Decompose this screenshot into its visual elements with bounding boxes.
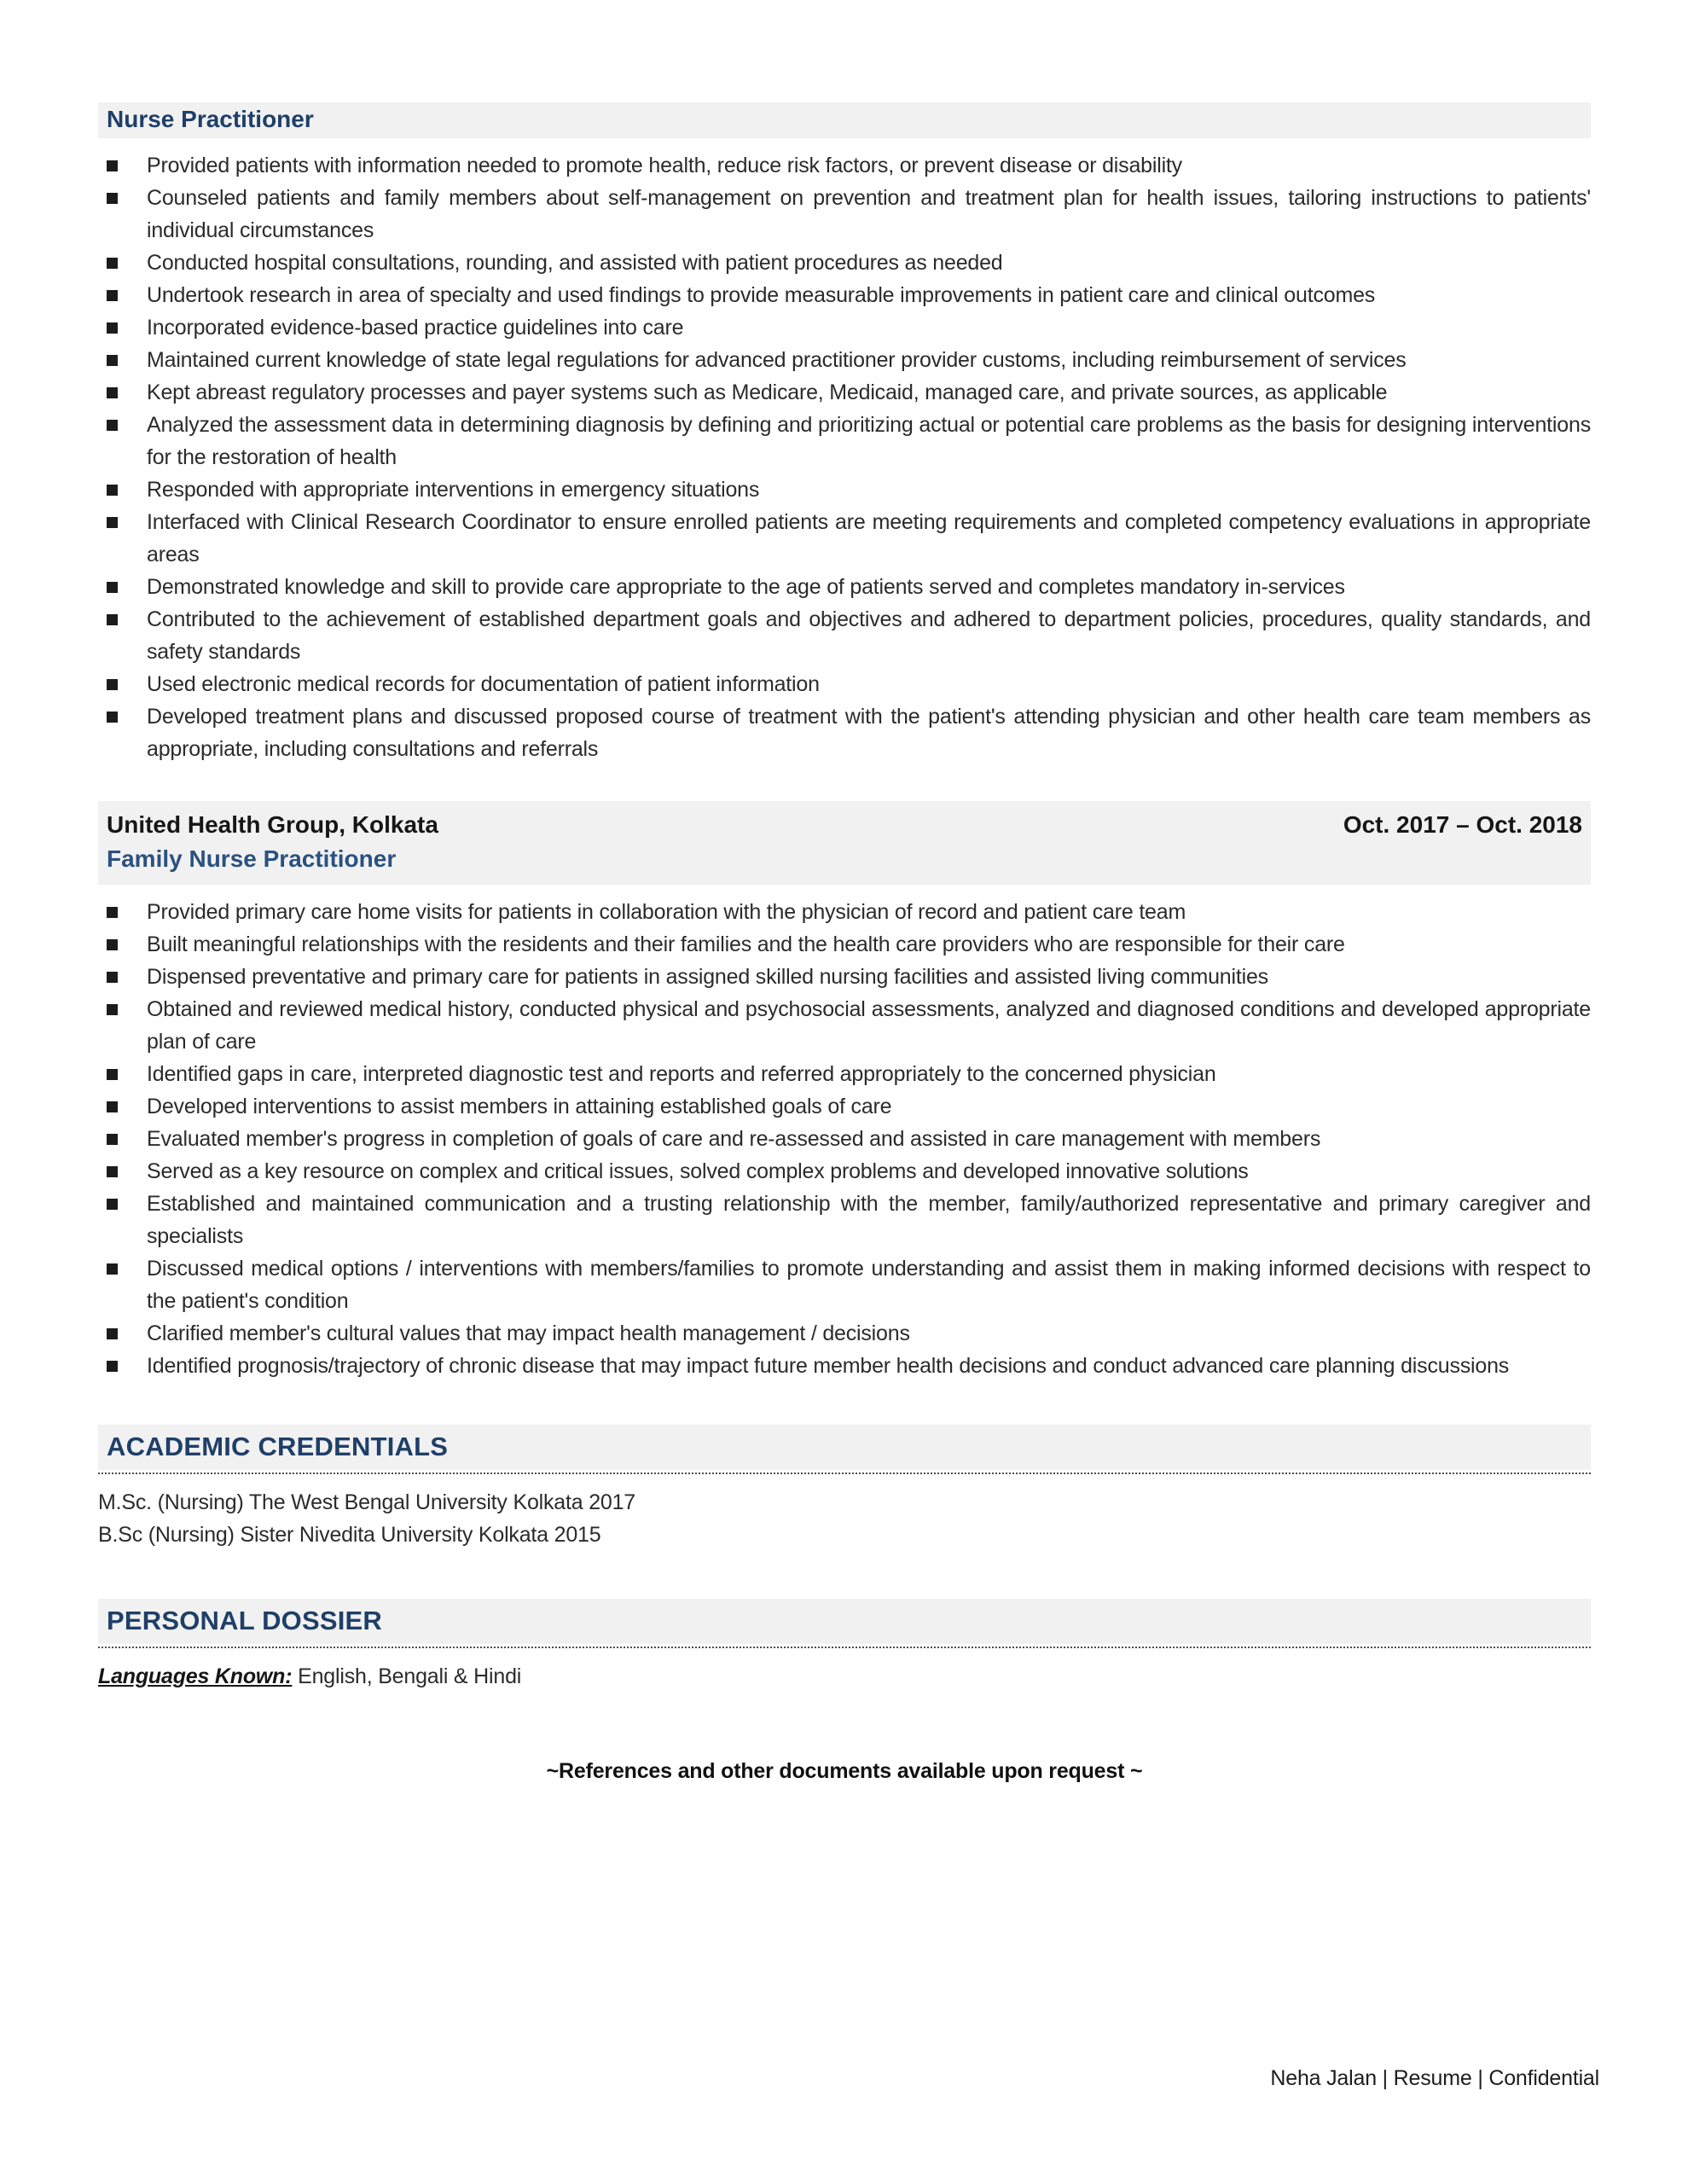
bullet-text: Used electronic medical records for documentation of patient information [147, 672, 820, 696]
role2-header-band [98, 801, 1591, 885]
square-bullet-icon [107, 1004, 118, 1015]
list-item [98, 376, 1591, 409]
list-item [98, 506, 1591, 571]
square-bullet-icon [107, 1134, 118, 1145]
list-item [98, 247, 1591, 279]
list-item [98, 961, 1591, 993]
square-bullet-icon [107, 972, 118, 983]
list-item [98, 896, 1591, 928]
square-bullet-icon [107, 1361, 118, 1372]
bullet-text: Dispensed preventative and primary care for patients in assigned skilled nursing facilities and assisted living communities [147, 965, 1268, 989]
list-item [98, 1317, 1591, 1350]
bullet-text: Built meaningful relationships with the residents and their families and the health care providers who are responsible for their care [147, 932, 1345, 956]
list-item [98, 344, 1591, 376]
bullet-text: Provided primary care home visits for patients in collaboration with the physician of record and patient care team [147, 900, 1186, 924]
bullet-text: Identified prognosis/trajectory of chronic disease that may impact future member health decisions and conduct advanced care planning discussions [147, 1354, 1510, 1378]
bullet-text: Obtained and reviewed medical history, conducted physical and psychosocial assessments, analyzed and diagnosed conditions and developed appropriate plan of care [147, 997, 1591, 1054]
bullet-text: Developed interventions to assist members in attaining established goals of care [147, 1095, 892, 1118]
bullet-text: Undertook research in area of specialty and used findings to provide measurable improvements in patient care and clinical outcomes [147, 283, 1376, 307]
square-bullet-icon [107, 420, 118, 431]
list-item [98, 182, 1591, 247]
square-bullet-icon [107, 1263, 118, 1275]
education-item: M.Sc. (Nursing) The West Bengal University Kolkata 2017 [98, 1490, 636, 1514]
square-bullet-icon [107, 517, 118, 528]
bullet-text: Incorporated evidence-based practice guidelines into care [147, 316, 684, 340]
square-bullet-icon [107, 322, 118, 334]
square-bullet-icon [107, 1166, 118, 1177]
list-item [98, 1252, 1591, 1317]
square-bullet-icon [107, 582, 118, 593]
bullet-text: Contributed to the achievement of established department goals and objectives and adhered to department policies, procedures, quality standards, and safety standards [147, 607, 1591, 664]
references-note: ~References and other documents available upon request ~ [546, 1759, 1143, 1783]
education-item: B.Sc (Nursing) Sister Nivedita University Kolkata 2015 [98, 1523, 601, 1547]
list-item [98, 928, 1591, 961]
list-item [98, 473, 1591, 506]
square-bullet-icon [107, 355, 118, 366]
bullet-text: Identified gaps in care, interpreted diagnostic test and reports and referred appropriately to the concerned physician [147, 1062, 1216, 1086]
bullet-text: Developed treatment plans and discussed proposed course of treatment with the patient's attending physician and other health care team members as appropriate, including consultations and referrals [147, 705, 1591, 761]
role1-bullet-list [98, 149, 1591, 765]
employer-name: United Health Group, Kolkata [107, 811, 438, 838]
square-bullet-icon [107, 1101, 118, 1112]
employment-dates: Oct. 2017 – Oct. 2018 [1343, 811, 1582, 838]
academic-credentials-heading: ACADEMIC CREDENTIALS [107, 1432, 449, 1461]
bullet-text: Counseled patients and family members about self-management on prevention and treatment plan for health issues, tailoring instructions to patients' individual circumstances [147, 186, 1591, 242]
list-item [98, 279, 1591, 311]
square-bullet-icon [107, 939, 118, 950]
square-bullet-icon [107, 290, 118, 301]
square-bullet-icon [107, 712, 118, 723]
square-bullet-icon [107, 485, 118, 496]
bullet-text: Provided patients with information needed to promote health, reduce risk factors, or prevent disease or disability [147, 154, 1182, 177]
list-item [98, 1123, 1591, 1155]
employer-row [107, 808, 1582, 842]
role1-title: Nurse Practitioner [107, 106, 314, 132]
list-item [98, 993, 1591, 1058]
bullet-text: Clarified member's cultural values that may impact health management / decisions [147, 1321, 910, 1345]
bullet-text: Responded with appropriate interventions in emergency situations [147, 478, 760, 502]
bullet-text: Served as a key resource on complex and critical issues, solved complex problems and developed innovative solutions [147, 1159, 1249, 1183]
bullet-text: Analyzed the assessment data in determining diagnosis by defining and prioritizing actual or potential care problems as the basis for designing interventions for the restoration of health [147, 413, 1591, 469]
list-item [98, 603, 1591, 668]
languages-label: Languages Known: [98, 1664, 293, 1688]
square-bullet-icon [107, 193, 118, 204]
square-bullet-icon [107, 1069, 118, 1080]
resume-content [98, 102, 1591, 1784]
list-item [98, 1090, 1591, 1123]
list-item [98, 1188, 1591, 1252]
square-bullet-icon [107, 160, 118, 171]
list-item [98, 1350, 1591, 1382]
square-bullet-icon [107, 907, 118, 918]
dotted-rule [98, 1647, 1591, 1648]
bullet-text: Kept abreast regulatory processes and payer systems such as Medicare, Medicaid, managed care, and private sources, as applicable [147, 380, 1388, 404]
personal-dossier-heading: PERSONAL DOSSIER [107, 1606, 383, 1635]
languages-line [98, 1660, 1591, 1693]
bullet-text: Conducted hospital consultations, rounding, and assisted with patient procedures as needed [147, 251, 1003, 275]
bullet-text: Established and maintained communication and a trusting relationship with the member, family/authorized representative and primary caregiver and specialists [147, 1192, 1591, 1248]
list-item [98, 571, 1591, 603]
academic-credentials-header-band [98, 1425, 1591, 1470]
square-bullet-icon [107, 679, 118, 690]
role2-bullet-list [98, 896, 1591, 1382]
square-bullet-icon [107, 1328, 118, 1339]
square-bullet-icon [107, 614, 118, 625]
bullet-text: Discussed medical options / interventions with members/families to promote understanding and assist them in making informed decisions with respect to the patient's condition [147, 1257, 1591, 1313]
list-item [98, 149, 1591, 182]
square-bullet-icon [107, 387, 118, 398]
personal-dossier-header-band [98, 1599, 1591, 1644]
list-item [98, 668, 1591, 700]
role1-header-band [98, 102, 1591, 138]
list-item [98, 311, 1591, 344]
list-item [98, 1058, 1591, 1090]
square-bullet-icon [107, 258, 118, 269]
list-item [98, 700, 1591, 765]
bullet-text: Interfaced with Clinical Research Coordinator to ensure enrolled patients are meeting requirements and completed competency evaluations in appropriate areas [147, 510, 1591, 566]
list-item [98, 409, 1591, 473]
role2-title: Family Nurse Practitioner [107, 845, 397, 872]
bullet-text: Evaluated member's progress in completion of goals of care and re-assessed and assisted in care management with members [147, 1127, 1321, 1151]
list-item [98, 1155, 1591, 1188]
education-list [98, 1486, 1591, 1551]
bullet-text: Maintained current knowledge of state legal regulations for advanced practitioner provider customs, including reimbursement of services [147, 348, 1407, 372]
bullet-text: Demonstrated knowledge and skill to provide care appropriate to the age of patients served and completes mandatory in-services [147, 575, 1345, 599]
page-footer: Neha Jalan | Resume | Confidential [1270, 2066, 1599, 2090]
languages-value: English, Bengali & Hindi [292, 1664, 522, 1688]
square-bullet-icon [107, 1199, 118, 1210]
dotted-rule [98, 1472, 1591, 1474]
